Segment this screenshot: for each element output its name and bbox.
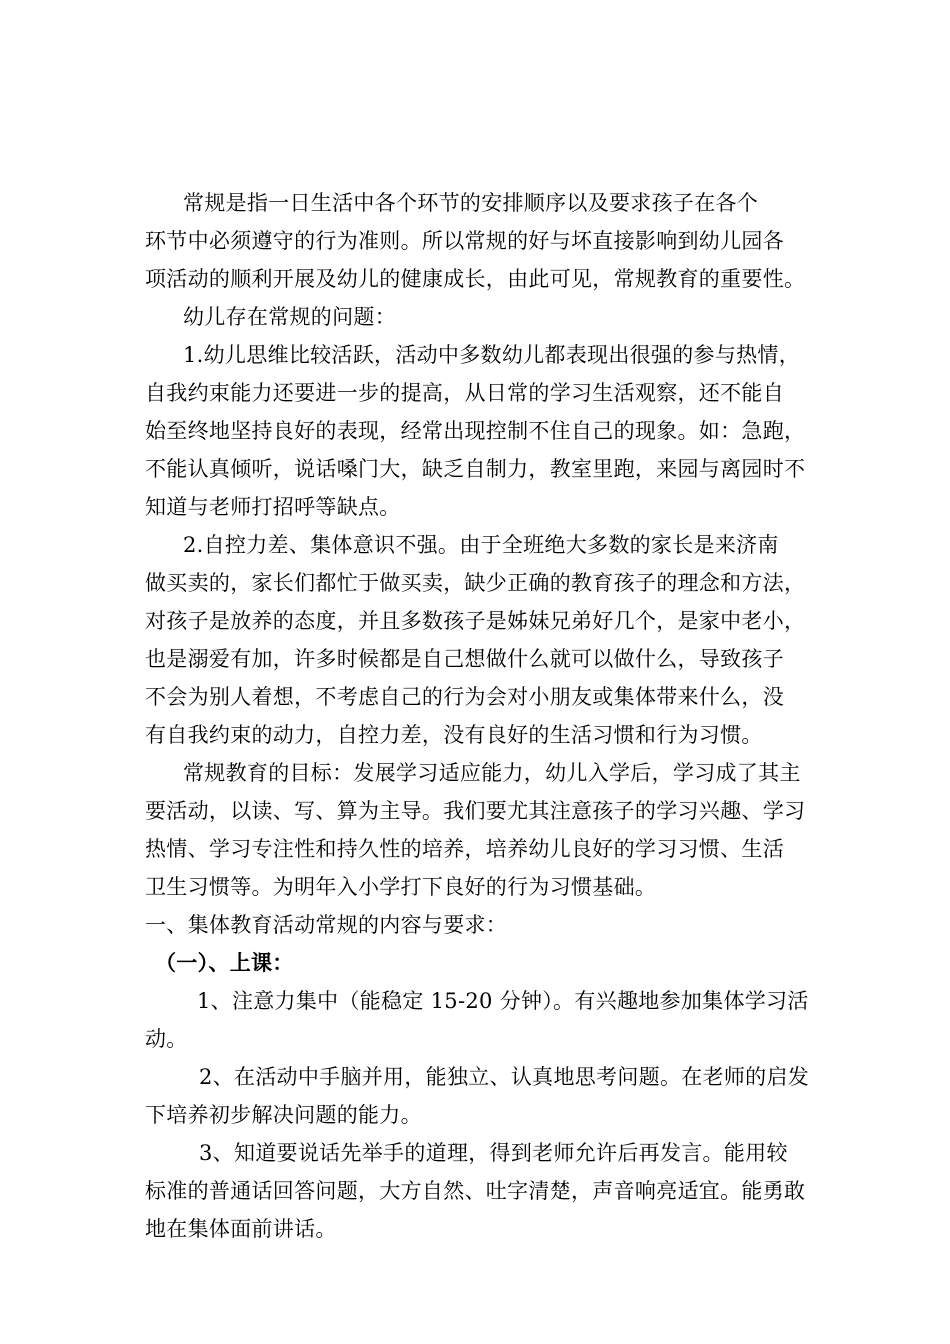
text-line: 自我约束能力还要进一步的提高，从日常的学习生活观察，还不能自 <box>145 381 784 405</box>
text-line: 1.幼儿思维比较活跃，活动中多数幼儿都表现出很强的参与热情， <box>183 343 801 367</box>
text-line: 常规教育的目标：发展学习适应能力，幼儿入学后，学习成了其主 <box>183 761 801 785</box>
text-line: 不能认真倾听，说话嗓门大，缺乏自制力，教室里跑，来园与离园时不 <box>145 457 806 481</box>
text-line: 幼儿存在常规的问题： <box>183 305 396 329</box>
text-line: 常规是指一日生活中各个环节的安排顺序以及要求孩子在各个 <box>183 191 759 215</box>
text-line: 环节中必须遵守的行为准则。所以常规的好与坏直接影响到幼儿园各 <box>145 229 784 253</box>
text-line: 标准的普通话回答问题，大方自然、吐字清楚，声音响亮适宜。能勇敢 <box>145 1179 806 1203</box>
text-line: 要活动，以读、写、算为主导。我们要尤其注意孩子的学习兴趣、学习 <box>145 799 806 823</box>
text-line: 1、注意力集中（能稳定 15-20 分钟）。有兴趣地参加集体学习活 <box>197 989 809 1013</box>
text-line: 3、知道要说话先举手的道理，得到老师允许后再发言。能用较 <box>199 1141 788 1165</box>
text-line: 做买卖的，家长们都忙于做买卖，缺少正确的教育孩子的理念和方法， <box>145 571 806 595</box>
text-line: 知道与老师打招呼等缺点。 <box>145 495 401 519</box>
text-line: 项活动的顺利开展及幼儿的健康成长，由此可见，常规教育的重要性。 <box>145 267 806 291</box>
text-line: 不会为别人着想，不考虑自己的行为会对小朋友或集体带来什么，没 <box>145 685 784 709</box>
section-heading: 一、集体教育活动常规的内容与要求： <box>145 913 508 937</box>
text-line: 动。 <box>145 1027 188 1051</box>
text-line: 2、在活动中手脑并用，能独立、认真地思考问题。在老师的启发 <box>199 1065 810 1089</box>
text-line: 也是溺爱有加，许多时候都是自己想做什么就可以做什么，导致孩子 <box>145 647 784 671</box>
text-line: 地在集体面前讲话。 <box>145 1217 337 1241</box>
text-line: 有自我约束的动力，自控力差，没有良好的生活习惯和行为习惯。 <box>145 723 763 747</box>
text-line: 2.自控力差、集体意识不强。由于全班绝大多数的家长是来济南 <box>183 533 779 557</box>
subsection-heading: （一）、上课： <box>155 951 294 975</box>
text-line: 热情、学习专注性和持久性的培养，培养幼儿良好的学习习惯、生活 <box>145 837 784 861</box>
text-line: 始至终地坚持良好的表现，经常出现控制不住自己的现象。如：急跑， <box>145 419 806 443</box>
text-line: 对孩子是放养的态度，并且多数孩子是姊妹兄弟好几个，是家中老小， <box>145 609 806 633</box>
text-line: 下培养初步解决问题的能力。 <box>145 1103 422 1127</box>
text-line: 卫生习惯等。为明年入小学打下良好的行为习惯基础。 <box>145 875 657 899</box>
